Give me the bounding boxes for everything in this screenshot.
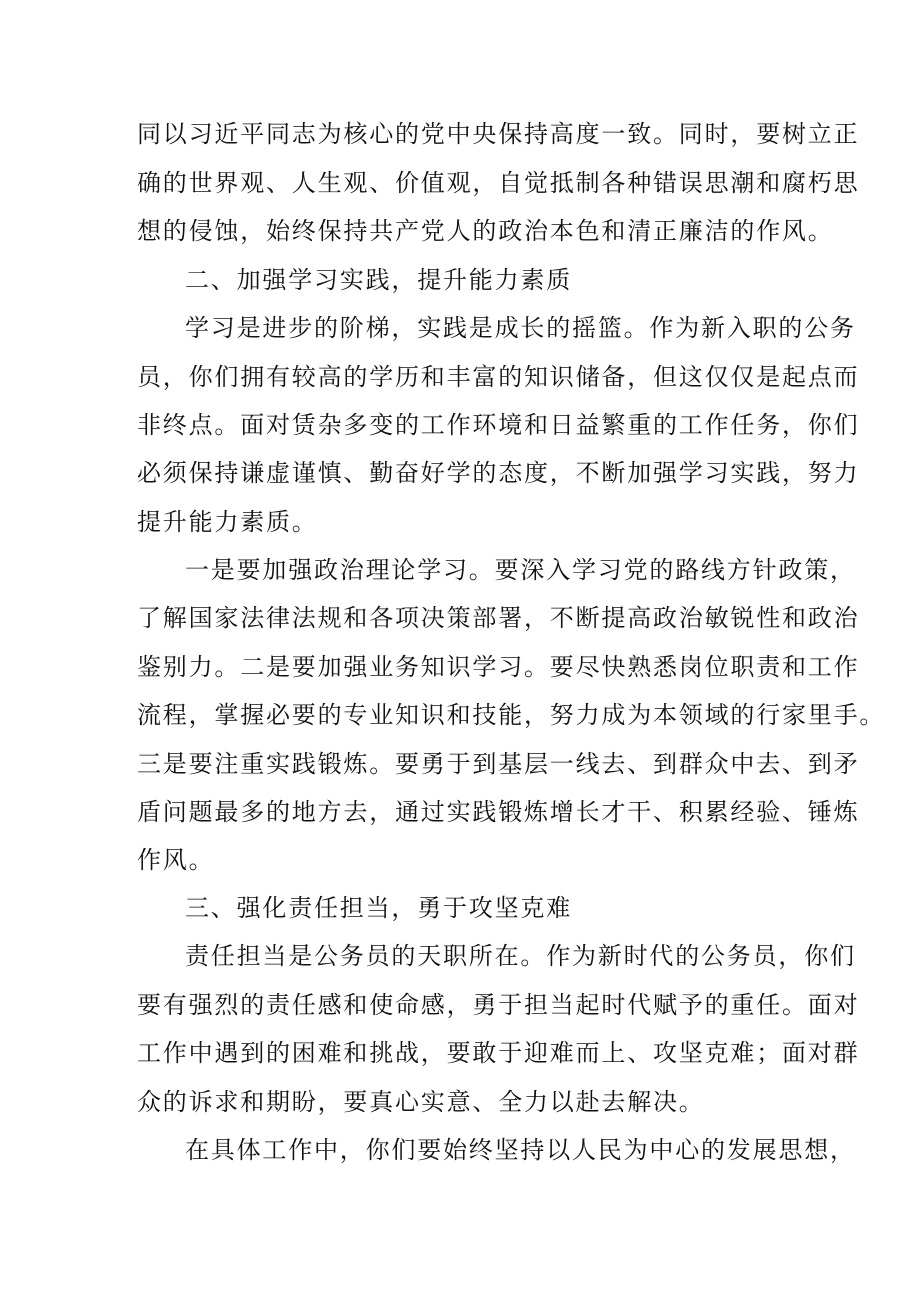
- text-line-8: 必须保持谦虚谨慎、勤奋好学的态度，不断加强学习实践，努力: [137, 459, 860, 487]
- text-line-14: 三是要注重实践锻炼。要勇于到基层一线去、到群众中去、到矛: [137, 750, 860, 778]
- text-line-6: 员，你们拥有较高的学历和丰富的知识储备，但这仅仅是起点而: [137, 363, 860, 391]
- text-line-12: 鉴别力。二是要加强业务知识学习。要尽快熟悉岗位职责和工作: [137, 653, 860, 681]
- text-line-10: 一是要加强政治理论学习。要深入学习党的路线方针政策，: [185, 556, 856, 584]
- text-line-18: 责任担当是公务员的天职所在。作为新时代的公务员，你们: [185, 942, 856, 970]
- text-line-21: 众的诉求和期盼，要真心实意、全力以赴去解决。: [137, 1088, 705, 1116]
- text-line-7: 非终点。面对赁杂多变的工作环境和日益繁重的工作任务，你们: [137, 411, 860, 439]
- text-line-19: 要有强烈的责任感和使命感，勇于担当起时代赋予的重任。面对: [137, 991, 860, 1019]
- text-line-22: 在具体工作中，你们要始终坚持以人民为中心的发展思想，: [185, 1136, 856, 1164]
- text-line-5: 学习是进步的阶梯，实践是成长的摇篮。作为新入职的公务: [185, 314, 856, 342]
- text-line-20: 工作中遇到的困难和挑战，要敢于迎难而上、攻坚克难；面对群: [137, 1039, 860, 1067]
- section-heading-2: 二、加强学习实践，提升能力素质: [185, 266, 572, 294]
- text-line-2: 确的世界观、人生观、价值观，自觉抵制各种错误思潮和腐朽思: [137, 169, 860, 197]
- text-line-1: 同以习近平同志为核心的党中央保持高度一致。同时，要树立正: [137, 120, 860, 148]
- section-heading-3: 三、强化责任担当，勇于攻坚克难: [185, 894, 572, 922]
- text-line-11: 了解国家法律法规和各项决策部署，不断提高政治敏锐性和政治: [137, 604, 860, 632]
- text-line-13: 流程，掌握必要的专业知识和技能，努力成为本领域的行家里手。: [137, 701, 886, 729]
- text-line-15: 盾问题最多的地方去，通过实践锻炼增长才干、积累经验、锤炼: [137, 798, 860, 826]
- text-line-3: 想的侵蚀，始终保持共产党人的政治本色和清正廉洁的作风。: [137, 217, 834, 245]
- text-line-9: 提升能力素质。: [137, 508, 318, 536]
- text-line-16: 作风。: [137, 846, 215, 874]
